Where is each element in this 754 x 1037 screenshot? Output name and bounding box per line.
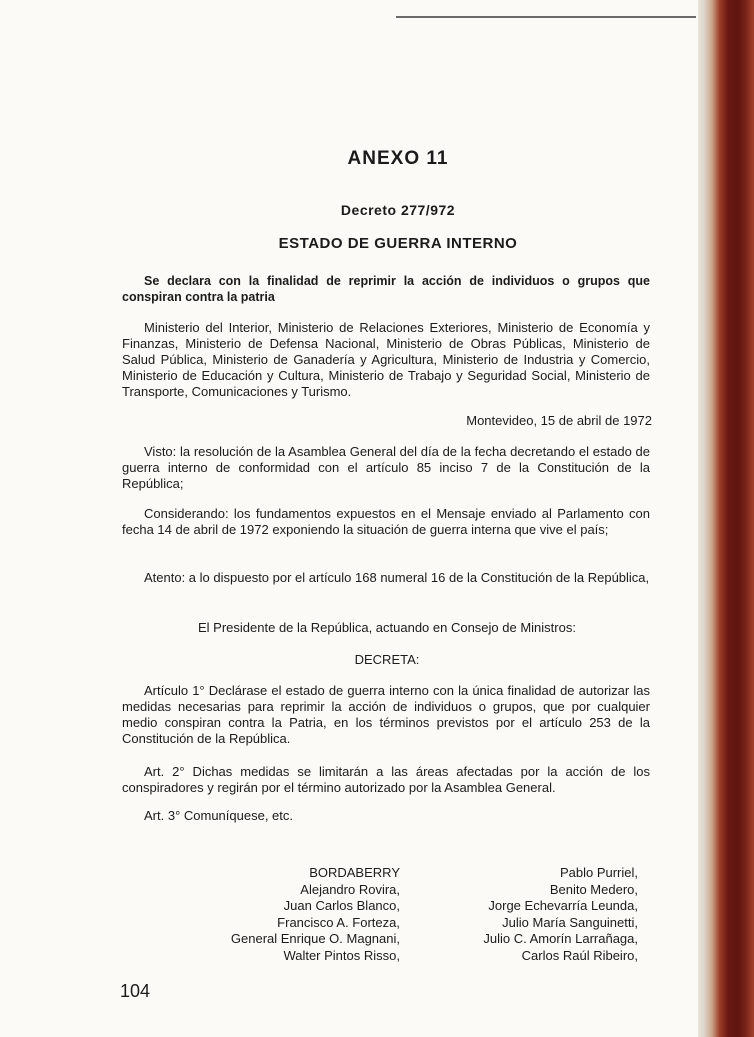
signature-line: Francisco A. Forteza, <box>277 914 400 930</box>
signature-line: Juan Carlos Blanco, <box>283 898 400 913</box>
ministries-paragraph: Ministerio del Interior, Ministerio de Relaciones Exteriores, Ministerio de Economía y Finanzas, Ministerio de Defensa Nacional, Ministerio de Obras Públicas, Ministerio de Salud Pública, Ministerio de Ganadería y Agricultura, Ministerio de Industria y Comercio, Ministerio de Educación y Cultura, Ministerio de Trabajo y Seguridad Social, Ministerio de Transporte, Comunicaciones y Turismo. <box>122 320 650 399</box>
visto-paragraph: Visto: la resolución de la Asamblea General del día de la fecha decretando el estado de guerra interno de conformidad con el artículo 85 inciso 7 de la Constitución de la República; <box>122 444 650 491</box>
signature-line: Julio María Sanguinetti, <box>502 914 638 930</box>
signature-line: Pablo Purriel, <box>559 865 638 880</box>
atento-paragraph: Atento: a lo dispuesto por el artículo 168 numeral 16 de la Constitución de la República, <box>144 570 650 585</box>
article-2: Art. 2° Dichas medidas se limitarán a las áreas afectadas por la acción de los conspiradores y regirán por el término autorizado por la Asamblea General. <box>122 764 650 795</box>
dateline: Montevideo, 15 de abril de 1972 <box>466 413 652 428</box>
signature-line: General Enrique O. Magnani, <box>230 931 400 946</box>
decree-number: Decreto 277/972 <box>340 202 456 218</box>
signatures-left <box>170 865 400 964</box>
signature-line: Carlos Raúl Ribeiro, <box>521 947 638 963</box>
article-3: Art. 3° Comuníquese, etc. <box>144 808 293 823</box>
presidente-line: El Presidente de la República, actuando en Consejo de Ministros: <box>198 620 576 635</box>
signature-line: Walter Pintos Risso, <box>283 947 400 963</box>
signature-line: BORDABERRY <box>309 865 400 880</box>
summary-paragraph: Se declara con la finalidad de reprimir la acción de individuos o grupos que conspiran contra la patria <box>122 274 650 304</box>
article-1: Artículo 1° Declárase el estado de guerra interno con la única finalidad de autorizar las medidas necesarias para reprimir la acción de individuos o grupos, que por cualquier medio conspiran contra la Patria, en los términos previstos por el artículo 253 de la Constitución de la República. <box>122 683 650 746</box>
signatures-right <box>420 865 638 964</box>
book-binding-edge <box>698 0 754 1037</box>
signature-line: Julio C. Amorín Larrañaga, <box>483 931 638 946</box>
annex-heading: ANEXO 11 <box>347 148 449 169</box>
decreta-heading: DECRETA: <box>354 652 420 667</box>
signature-line: Alejandro Rovira, <box>300 881 400 897</box>
signature-line: Benito Medero, <box>549 881 638 897</box>
document-title: ESTADO DE GUERRA INTERNO <box>278 235 518 252</box>
top-rule <box>396 16 696 18</box>
signature-line: Jorge Echevarría Leunda, <box>488 898 638 913</box>
considerando-paragraph: Considerando: los fundamentos expuestos en el Mensaje enviado al Parlamento con fecha 14 de abril de 1972 exponiendo la situación de guerra interna que vive el país; <box>122 506 650 537</box>
page-number: 104 <box>120 981 151 1001</box>
